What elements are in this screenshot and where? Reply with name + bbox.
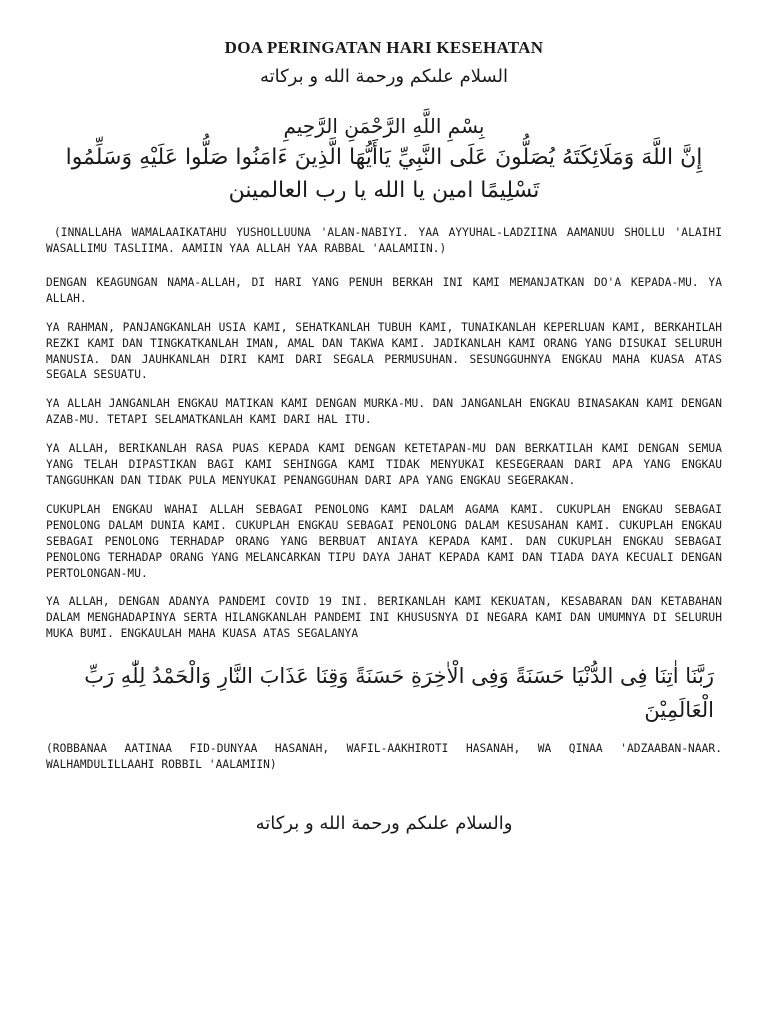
dua-transliteration: (ROBBANAA AATINAA FID-DUNYAA HASANAH, WAFIL-AAKHIROTI HASANAH, WA QINAA 'ADZAABAN-NAAR. WALHAMDULILLAAHI ROBBIL 'AALAMIIN) (46, 742, 722, 772)
verse-transliteration: (INNALLAHA WAMALAAIKATAHU YUSHOLLUUNA 'ALAN-NABIYI. YAA AYYUHAL-LADZIINA AAMANUU SHOLLU 'ALAIHI WASALLIMU TASLIIMA. AAMIIN YAA ALLAH YAA RABBAL 'AALAMIIN.) (46, 226, 722, 255)
prayer-paragraph: YA RAHMAN, PANJANGKANLAH USIA KAMI, SEHATKANLAH TUBUH KAMI, TUNAIKANLAH KEPERLUAN KAMI, BERKAHILAH REZKI KAMI DAN TINGKATKANLAH IMAN, AMAL DAN TAKWA KAMI. JADIKANLAH KAMI ORANG YANG DISUKAI SELURUH MANUSIA. DAN JAUHKANLAH DIRI KAMI DARI SEGALA PERMUSUHAN. SESUNGGUHNYA ENGKAU MAHA KUASA ATAS SEGALA SESUATU. (46, 320, 722, 382)
verse-arabic: إِنَّ اللَّهَ وَمَلَائِكَتَهُ يُصَلُّونَ عَلَى النَّبِيِّ يَاأَيُّهَا الَّذِينَ ءَامَنُوا صَلُّوا عَلَيْهِ وَسَلِّمُوا تَسْلِيمًا امين يا الله يا رب العالمينن (65, 145, 703, 204)
prayer-paragraph: YA ALLAH, DENGAN ADANYA PANDEMI COVID 19 INI. BERIKANLAH KAMI KEKUATAN, KESABARAN DAN KETABAHAN DALAM MENGHADAPINYA SERTA HILANGKANLAH PANDEMI INI KHUSUSNYA DI NEGARA KAMI DAN UMUMNYA DI SELURUH MUKA BUMI. ENGKAULAH MAHA KUASA ATAS SEGALANYA (46, 595, 722, 641)
basmalah: بِسْمِ اللَّهِ الرَّحْمَنِ الرَّحِيمِ (283, 114, 485, 139)
prayer-paragraph: YA ALLAH, BERIKANLAH RASA PUAS KEPADA KAMI DENGAN KETETAPAN-MU DAN BERKATILAH KAMI DENGAN SEMUA YANG TELAH DIPASTIKAN BAGI KAMI SEHINGGA KAMI TIDAK MENYUKAI KESEGERAAN DARI APA YANG ENGKAU TANGGUHKAN DAN TIDAK PULA MENYUKAI PENANGGUHAN DARI APA YANG ENGKAU SEGERAKAN. (46, 442, 722, 487)
prayer-paragraph: YA ALLAH JANGANLAH ENGKAU MATIKAN KAMI DENGAN MURKA-MU. DAN JANGANLAH ENGKAU BINASAKAN KAMI DENGAN AZAB-MU. TETAPI SELAMATKANLAH KAMI DARI HAL ITU. (46, 397, 722, 427)
dua-arabic: رَبَّنَا اٰتِنَا فِى الدُّنْيَا حَسَنَةً وَفِى الْاٰخِرَةِ حَسَنَةً وَقِنَا عَذَابَ النَّارِ وَالْحَمْدُ لِلّٰهِ رَبِّ الْعَالَمِيْنَ (84, 664, 714, 722)
closing-salam: والسلام علىكم ورحمة الله و بركاته (255, 813, 513, 835)
prayer-paragraph: CUKUPLAH ENGKAU WAHAI ALLAH SEBAGAI PENOLONG KAMI DALAM AGAMA KAMI. CUKUPLAH ENGKAU SEBAGAI PENOLONG DALAM DUNIA KAMI. CUKUPLAH ENGKAU SEBAGAI PENOLONG DALAM KESUSAHAN KAMI. CUKUPLAH ENGKAU SEBAGAI PENOLONG TERHADAP ORANG YANG BERBUAT ANIAYA KEPADA KAMI. DAN CUKUPLAH ENGKAU SEBAGAI PENOLONG TERHADAP ORANG YANG MELANCARKAN TIPU DAYA JAHAT KEPADA KAMI DAN TIADA DAYA KECUALI DENGAN PERTOLONGAN-MU. (46, 502, 722, 580)
opening-salam: السلام علىكم ورحمة الله و بركاته (259, 66, 509, 87)
document-title: DOA PERINGATAN HARI KESEHATAN (224, 38, 544, 57)
prayer-paragraph: DENGAN KEAGUNGAN NAMA-ALLAH, DI HARI YANG PENUH BERKAH INI KAMI MEMANJATKAN DO'A KEPADA-MU. YA ALLAH. (46, 275, 722, 305)
